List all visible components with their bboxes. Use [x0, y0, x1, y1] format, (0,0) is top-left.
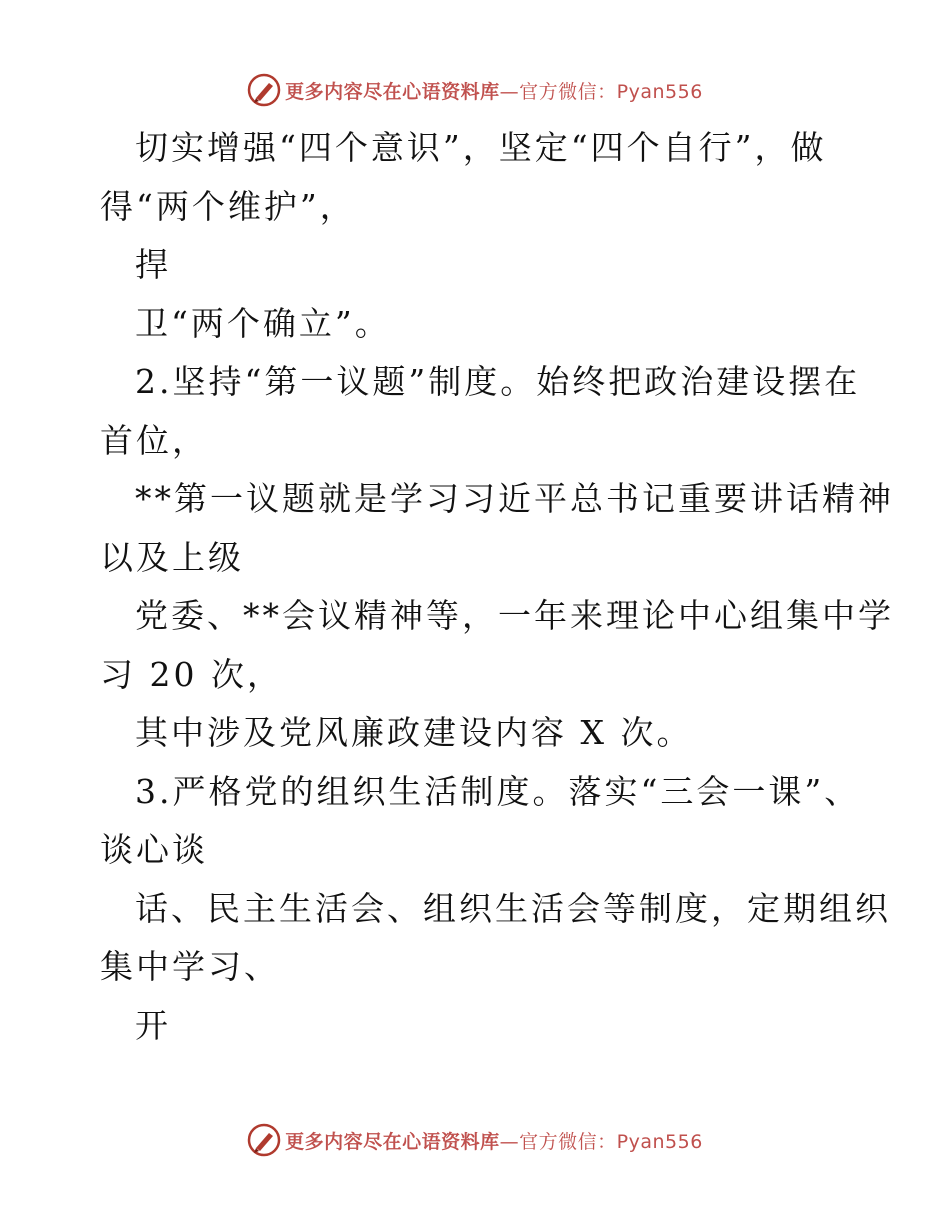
text-line: 捍: [135, 245, 171, 284]
banner-main: 更多内容尽在心语资料库: [285, 1130, 500, 1153]
text-line: 2.坚持“第一议题”制度。始终把政治建设摆在: [135, 362, 861, 401]
pen-logo-icon: [247, 1123, 281, 1157]
banner-main: 更多内容尽在心语资料库: [285, 80, 500, 103]
text-line: 谈心谈: [100, 830, 208, 869]
text-line: 习 20 次，: [100, 655, 283, 694]
text-line: 党委、**会议精神等，一年来理论中心组集中学: [135, 596, 894, 635]
banner-sep: —: [499, 80, 520, 103]
footer-banner: [0, 1120, 950, 1160]
text-line: 得“两个维护”，: [100, 187, 356, 226]
banner-contact: 官方微信：Pyan556: [519, 1130, 703, 1153]
banner-sep: —: [499, 1130, 520, 1153]
banner-text: [285, 1127, 703, 1154]
banner-text: [285, 77, 703, 104]
text-line: 开: [135, 1006, 171, 1045]
text-line: 3.严格党的组织生活制度。落实“三会一课”、: [135, 772, 861, 811]
banner-contact: 官方微信：Pyan556: [519, 80, 703, 103]
text-line: 切实增强“四个意识”，坚定“四个自行”，做: [135, 128, 827, 167]
text-line: 其中涉及党风廉政建设内容 X 次。: [135, 713, 693, 752]
text-line: 集中学习、: [100, 947, 280, 986]
text-line: 以及上级: [100, 538, 244, 577]
header-banner: [0, 70, 950, 110]
text-line: **第一议题就是学习习近平总书记重要讲话精神: [135, 479, 894, 518]
text-line: 首位，: [100, 421, 208, 460]
text-line: 卫“两个确立”。: [135, 304, 391, 343]
text-line: 话、民主生活会、组织生活会等制度，定期组织: [135, 889, 891, 928]
pen-logo-icon: [247, 73, 281, 107]
